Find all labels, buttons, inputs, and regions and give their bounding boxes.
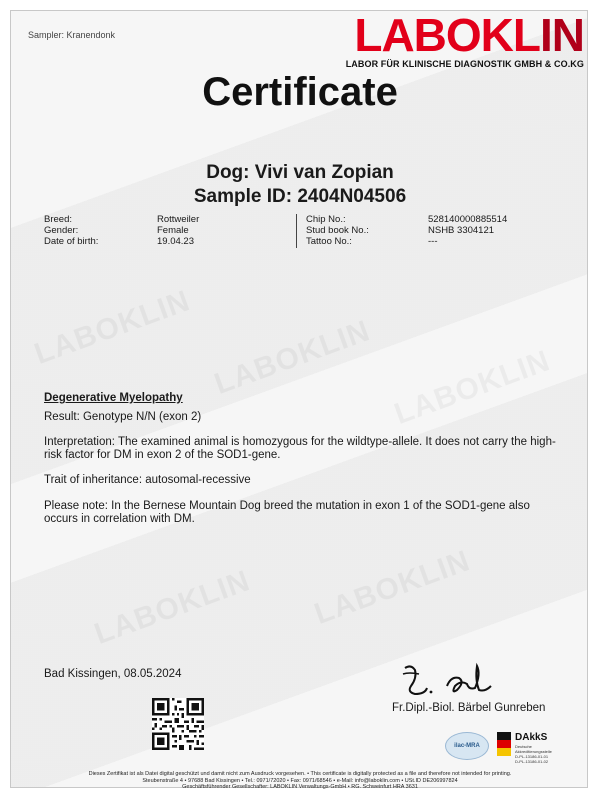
footer-line-3: Geschäftsführender Gesellschafter: LABOKLIN Verwaltungs-GmbH • RG. Schweinfurt HRA 3631	[182, 784, 418, 790]
sampler-label: Sampler: Kranendonk	[28, 30, 116, 40]
trait-of-inheritance: Trait of inheritance: autosomal-recessive	[44, 474, 251, 486]
interpretation	[44, 436, 560, 462]
german-flag-icon	[495, 732, 513, 758]
info-labels-left	[44, 214, 98, 247]
interpretation-line-2: risk factor for DM in exon 2 of the SOD1-gene.	[44, 449, 281, 461]
laboklin-logo	[345, 9, 584, 69]
dakks-name: DAkkS	[515, 732, 548, 743]
chip-label: Chip No.:	[306, 214, 346, 225]
handwritten-signature	[395, 660, 505, 700]
test-title: Degenerative Myelopathy	[44, 392, 183, 404]
certificate-title: Certificate	[202, 70, 398, 114]
tattoo-value: ---	[428, 236, 438, 247]
test-result: Result: Genotype N/N (exon 2)	[44, 411, 202, 423]
footer	[0, 771, 600, 791]
interpretation-line-1: Interpretation: The examined animal is homozygous for the wildtype-allele. It does not carry the high-	[44, 436, 556, 448]
ilac-mra-logo: ilac-MRA	[445, 732, 489, 760]
logo-wordmark	[346, 9, 584, 61]
breed-label: Breed:	[44, 214, 72, 225]
dakks-details	[515, 744, 552, 764]
dakks-sub-line: D-PL-13186-01-02	[515, 759, 549, 764]
info-divider	[296, 214, 297, 248]
dog-name: Dog: Vivi van Zopian	[206, 162, 394, 183]
footer-line-2: Steubenstraße 4 • 97688 Bad Kissingen • Tel.: 0971/72020 • Fax: 0971/68546 • e-Mail: info@laboklin.com • USt.ID DE206997824	[142, 777, 458, 784]
breed-value: Rottweiler	[157, 214, 200, 225]
tattoo-label: Tattoo No.:	[306, 236, 352, 247]
dakks-sub-line: Deutsche	[515, 744, 532, 749]
dakks-logo	[495, 730, 561, 764]
logo-word-red: LABOKL	[354, 9, 540, 61]
studbook-label: Stud book No.:	[306, 225, 369, 236]
qr-code	[152, 698, 204, 750]
studbook-value: NSHB 3304121	[428, 225, 495, 236]
gender-value: Female	[157, 225, 189, 236]
note-line-2: occurs in correlation with DM.	[44, 513, 195, 525]
chip-value: 528140000885514	[428, 214, 508, 225]
footer-line-1: Dieses Zertifikat ist als Datei digital geschützt und damit nicht zum Ausdruck vorgesehen. • This certificate is digitally protected as a file and therefore not intended for printing.	[88, 771, 512, 777]
logo-subtitle: LABOR FÜR KLINISCHE DIAGNOSTIK GMBH & CO.KG	[345, 59, 584, 69]
place-date: Bad Kissingen, 08.05.2024	[44, 668, 182, 680]
signer-name: Fr.Dipl.-Biol. Bärbel Gunreben	[392, 702, 546, 714]
dakks-sub-line: D-PL-13186-01-01	[515, 754, 549, 759]
sample-id: Sample ID: 2404N04506	[193, 186, 407, 207]
dob-value: 19.04.23	[157, 236, 194, 247]
logo-word-dark: IN	[540, 9, 584, 61]
please-note	[44, 500, 560, 526]
gender-label: Gender:	[44, 225, 79, 236]
note-line-1: Please note: In the Bernese Mountain Dog breed the mutation in exon 1 of the SOD1-gene also	[44, 500, 530, 512]
dob-label: Date of birth:	[44, 236, 99, 247]
dakks-sub-line: Akkreditierungsstelle	[515, 749, 552, 754]
info-labels-right	[306, 214, 369, 247]
info-values-right	[428, 214, 507, 247]
info-values-left	[157, 214, 199, 247]
